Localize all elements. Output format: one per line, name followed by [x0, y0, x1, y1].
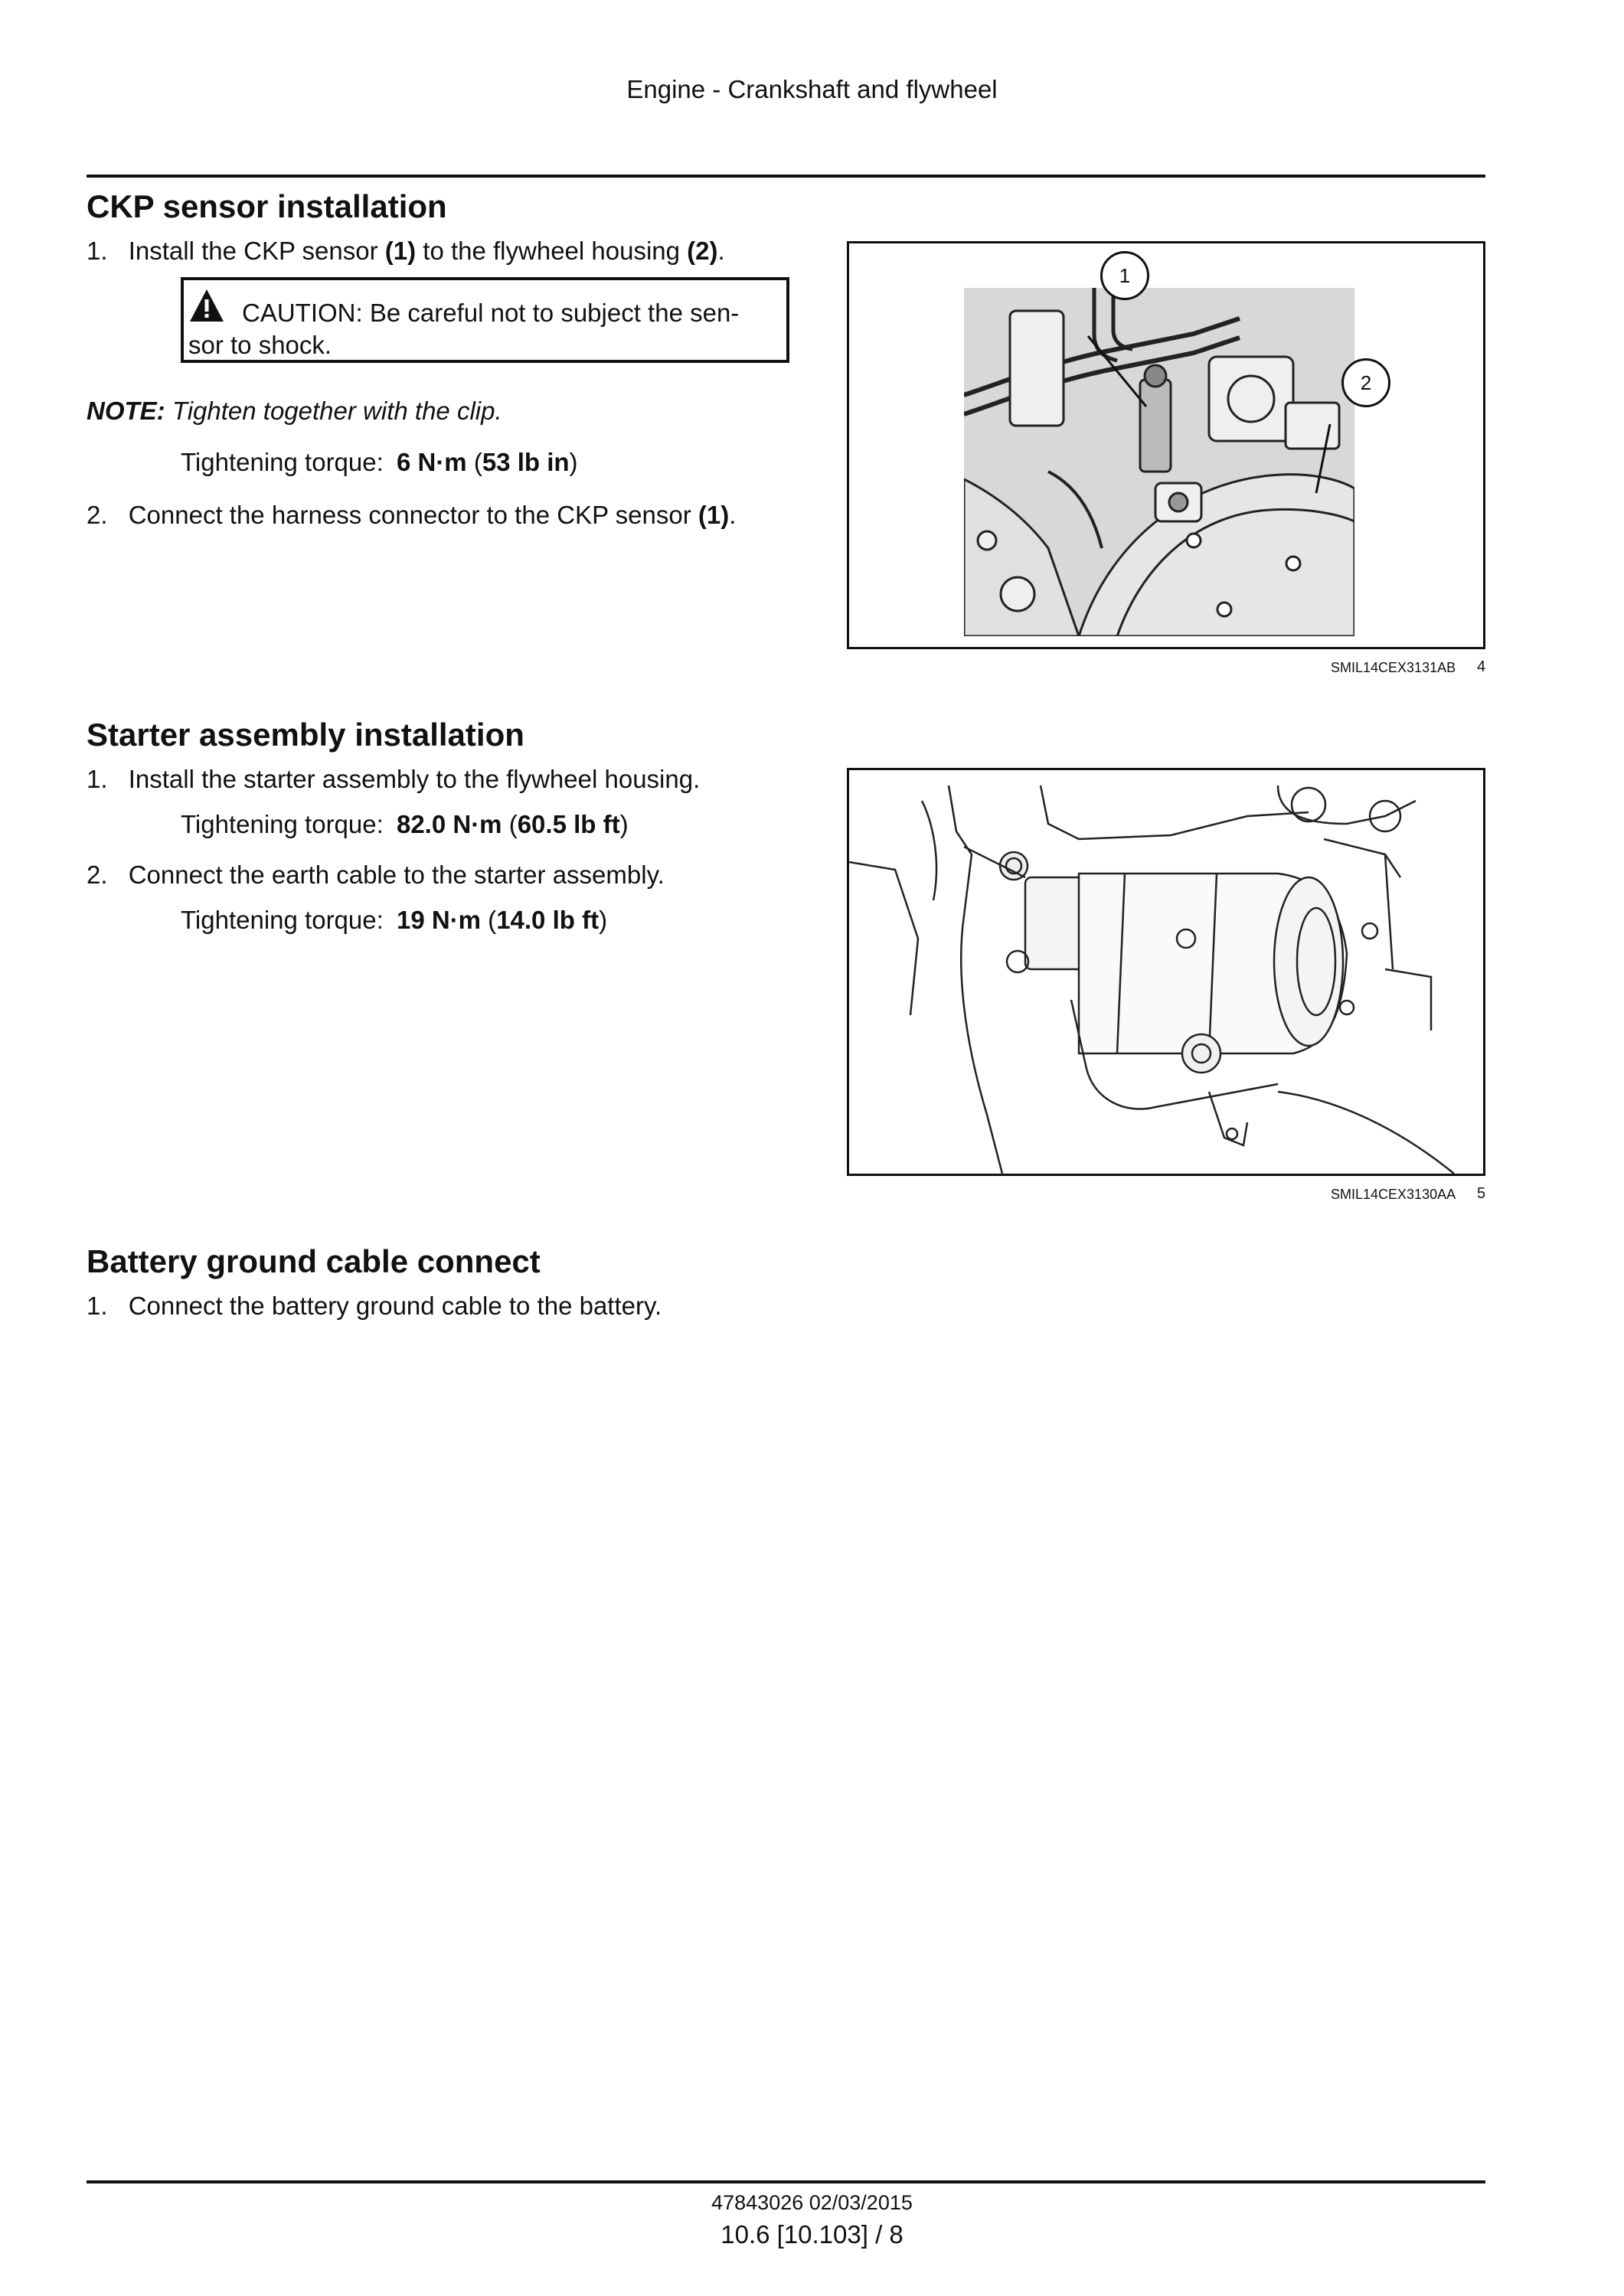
- torque-metric: 82.0 N·m: [396, 810, 502, 838]
- figure-4-number: 4: [1477, 658, 1486, 675]
- callout-1: 1: [1100, 251, 1149, 300]
- torque-metric: 19 N·m: [396, 906, 482, 934]
- step-text: Connect the earth cable to the starter assembly.: [128, 861, 665, 889]
- starter-step-1: [87, 763, 700, 796]
- figure-4-frame: [847, 241, 1485, 649]
- section-heading-starter: Starter assembly installation: [87, 717, 524, 753]
- step-text: Install the starter assembly to the flywheel housing.: [128, 765, 701, 793]
- step-text: Install the CKP sensor: [128, 237, 385, 265]
- ckp-torque: [181, 446, 578, 479]
- torque-imperial: 53 lb in: [482, 448, 570, 476]
- section-heading-battery: Battery ground cable connect: [87, 1243, 541, 1279]
- ref-sensor: (1): [698, 501, 730, 529]
- torque-metric: 6 N·m: [396, 448, 467, 476]
- figure-4-code: SMIL14CEX3131AB: [1331, 660, 1456, 675]
- caution-line-2: sor to shock.: [188, 331, 332, 359]
- paren-close: ): [569, 448, 578, 476]
- starter-torque-2: [181, 903, 607, 937]
- ckp-step-1: [87, 234, 725, 268]
- step-text: Connect the harness connector to the CKP sensor: [128, 501, 698, 529]
- note: [87, 394, 502, 428]
- note-text: Tighten together with the clip.: [165, 397, 502, 425]
- ref-housing: (2): [687, 237, 718, 265]
- note-label: NOTE:: [87, 397, 165, 425]
- step-number: 2.: [87, 501, 108, 529]
- figure-5-frame: [847, 768, 1485, 1176]
- battery-step-1: [87, 1289, 662, 1323]
- step-number: 1.: [87, 237, 108, 265]
- paren-close: ): [619, 810, 629, 838]
- caution-line-1: CAUTION: Be careful not to subject the sen-: [242, 299, 740, 327]
- starter-step-2: [87, 858, 665, 892]
- paren-open: (: [502, 810, 518, 838]
- step-number: 1.: [87, 765, 108, 793]
- figure-5-number: 5: [1477, 1185, 1486, 1202]
- torque-imperial: 14.0 lb ft: [496, 906, 600, 934]
- starter-assembly-illustration: [849, 770, 1483, 1174]
- page-header-title: Engine - Crankshaft and flywheel: [626, 75, 998, 103]
- warning-triangle-icon: [188, 288, 225, 323]
- paren-close: ): [599, 906, 608, 934]
- starter-torque-1: [181, 808, 629, 841]
- torque-label: Tightening torque:: [181, 810, 384, 838]
- caution-box: [181, 277, 789, 363]
- paren-open: (: [466, 448, 482, 476]
- step-text: Connect the battery ground cable to the battery.: [128, 1292, 662, 1320]
- callout-2: 2: [1341, 358, 1390, 407]
- step-text-mid: to the flywheel housing: [416, 237, 688, 265]
- ref-sensor: (1): [384, 237, 417, 265]
- section-heading-ckp: CKP sensor installation: [87, 188, 447, 224]
- torque-label: Tightening torque:: [181, 906, 384, 934]
- paren-open: (: [481, 906, 497, 934]
- figure-5-code: SMIL14CEX3130AA: [1331, 1187, 1456, 1202]
- ckp-step-2: [87, 498, 736, 532]
- step-number: 2.: [87, 861, 108, 889]
- torque-imperial: 60.5 lb ft: [517, 810, 620, 838]
- step-number: 1.: [87, 1292, 108, 1320]
- footer-rule: [87, 2180, 1485, 2183]
- header-rule: [87, 175, 1485, 178]
- step-text-end: .: [717, 237, 725, 265]
- footer-page-number: 10.6 [10.103] / 8: [721, 2220, 903, 2249]
- step-text-end: .: [729, 501, 737, 529]
- footer-document-id: 47843026 02/03/2015: [711, 2191, 913, 2214]
- ckp-sensor-illustration: [964, 288, 1354, 636]
- torque-label: Tightening torque:: [181, 448, 384, 476]
